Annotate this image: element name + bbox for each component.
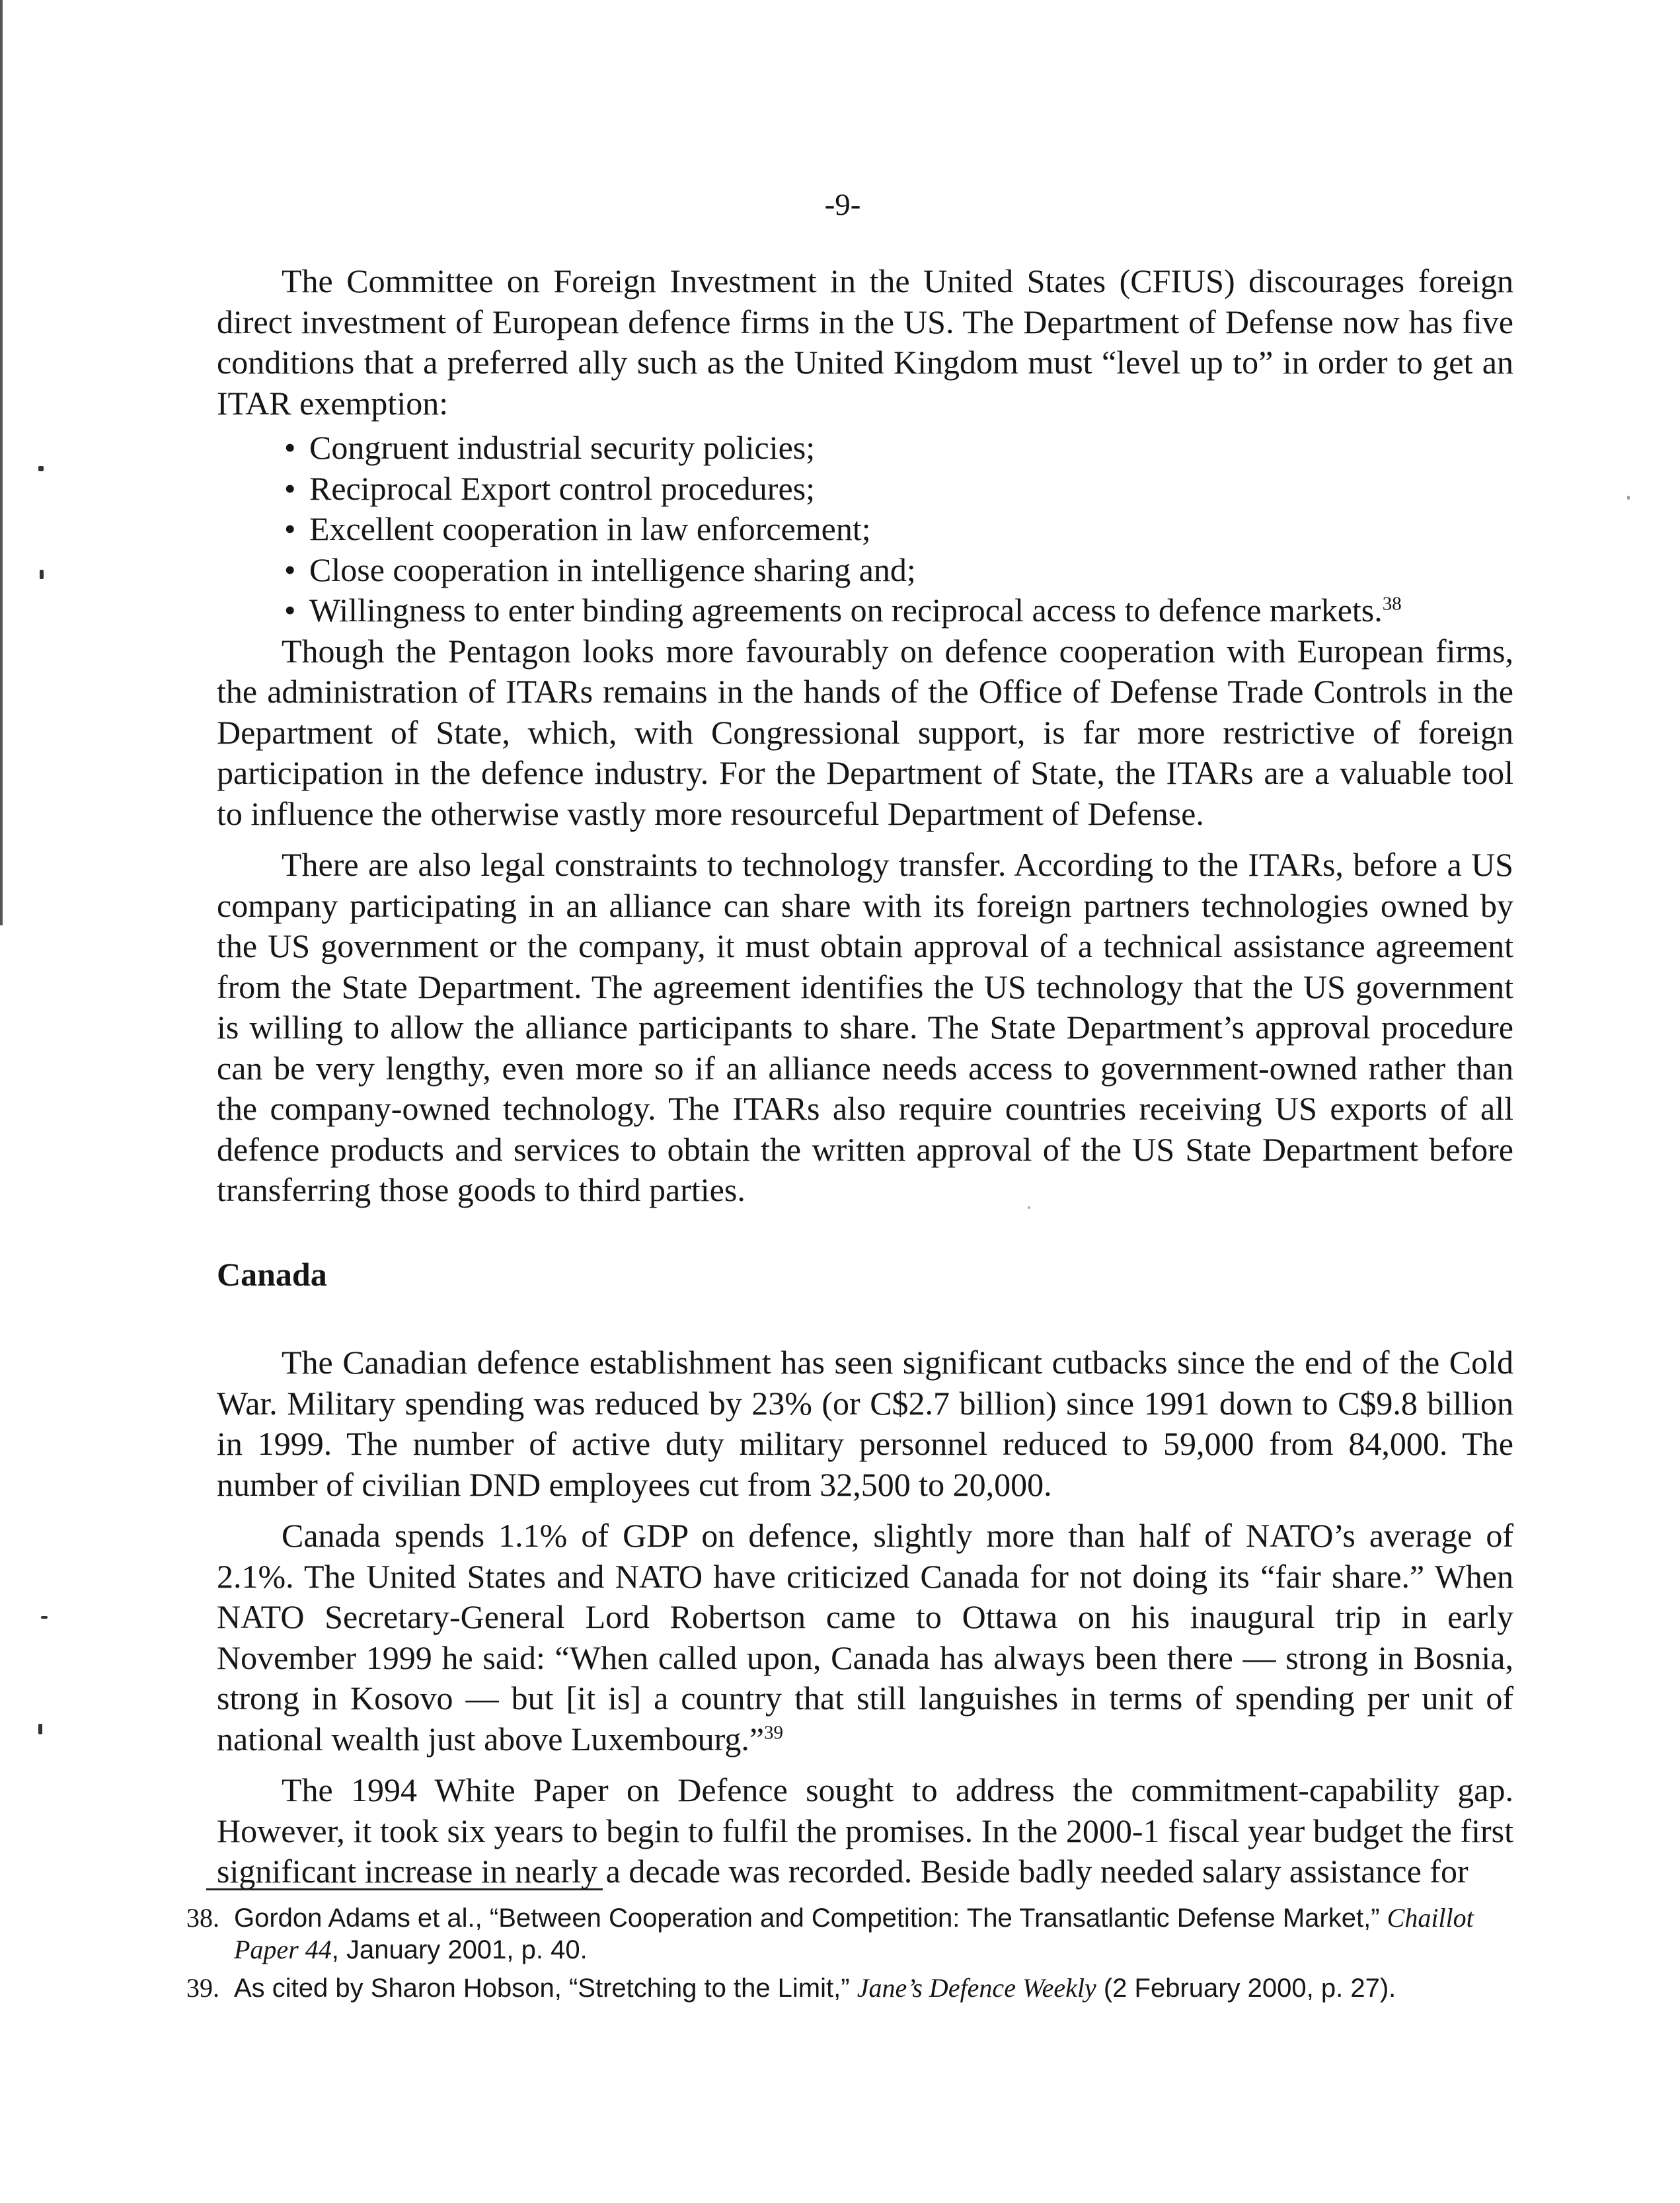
scan-speck <box>40 570 44 579</box>
list-item <box>284 550 1513 591</box>
section-heading-canada: Canada <box>217 1255 327 1293</box>
footnote-ref-38[interactable]: 38 <box>1382 593 1402 615</box>
scan-speck <box>38 466 44 471</box>
list-item-text: Close cooperation in intelligence sharing and; <box>309 551 916 588</box>
bullet-icon: • <box>284 592 296 629</box>
paragraph-white-paper: The 1994 White Paper on Defence sought to address the commitment-capability gap. However, it took six years to begin to fulfil the promises. In the 2000-1 fiscal year budget the first significant increase in nearly a decade was recorded. Beside badly needed salary assistance for <box>217 1771 1513 1890</box>
list-item <box>284 428 1513 469</box>
footnote-text: Gordon Adams et al., “Between Cooperation and Competition: The Transatlantic Defense Market,” Chaillot Paper 44, January 2001, p. 40. <box>234 1903 1474 1964</box>
list-item <box>284 469 1513 510</box>
scan-speck <box>1627 496 1630 500</box>
footnote-ref-39[interactable]: 39 <box>764 1721 784 1743</box>
footnote-38 <box>186 1902 1515 1966</box>
list-item-text: Excellent cooperation in law enforcement; <box>309 510 871 547</box>
paragraph-text: Canada spends 1.1% of GDP on defence, slightly more than half of NATO’s average of 2.1%. The United States and NATO have criticized Canada for not doing its “fair share.” When NATO Secretary-General Lord Robertson came to Ottawa on his inaugural trip in early November 1999 he said: “When called upon, Canada has always been there — strong in Bosnia, strong in Kosovo — but [it is] a country that still languishes in terms of spending per unit of national wealth just above Luxembourg.” <box>217 1517 1513 1758</box>
paragraph-legal-constraints: There are also legal constraints to technology transfer. According to the ITARs, before a US company participating in an alliance can share with its foreign partners technologies owned by the US government or the company, it must obtain approval of a technical assistance agreement from the State Department. The agreement identifies the US technology that the US government is willing to allow the alliance participants to share. The State Department’s approval procedure can be very lengthy, even more so if an alliance needs access to government-owned rather than the company-owned technology. The ITARs also require countries receiving US exports of all defence products and services to obtain the written approval of the US State Department before transferring those goods to third parties. <box>217 846 1513 1208</box>
footnote-text: As cited by Sharon Hobson, “Stretching to the Limit,” Jane’s Defence Weekly (2 February 2000, p. 27). <box>234 1973 1396 2003</box>
paragraph-pentagon: Though the Pentagon looks more favourably on defence cooperation with European firms, the administration of ITARs remains in the hands of the Office of Defense Trade Controls in the Department of State, which, with Congressional support, is far more restrictive of foreign participation in the defence industry. For the Department of State, the ITARs are a valuable tool to influence the otherwise vastly more resourceful Department of Defense. <box>217 632 1513 832</box>
page-number: -9- <box>824 188 861 222</box>
list-item-text: Reciprocal Export control procedures; <box>309 469 815 507</box>
bullet-icon: • <box>284 510 296 547</box>
paragraph-cfius: The Committee on Foreign Investment in the United States (CFIUS) discourages foreign direct investment of European defence firms in the US. The Department of Defense now has five conditions that a preferred ally such as the United Kingdom must “level up to” in order to get an ITAR exemption: <box>217 262 1513 422</box>
scan-speck <box>1028 1206 1030 1209</box>
list-item-text: Congruent industrial security policies; <box>309 429 816 466</box>
paragraph-canada-gdp <box>217 1516 1513 1759</box>
footnote-number: 39. <box>186 1973 219 2003</box>
list-item-text: Willingness to enter binding agreements on reciprocal access to defence markets. <box>309 592 1383 629</box>
bullet-icon: • <box>284 469 296 507</box>
footnote-number: 38. <box>186 1903 219 1933</box>
scan-speck <box>41 1616 48 1619</box>
itar-conditions-list <box>217 428 1513 631</box>
list-item <box>284 590 1513 631</box>
footnotes <box>186 1902 1515 2011</box>
footnote-divider <box>206 1888 603 1890</box>
bullet-icon: • <box>284 429 296 466</box>
footnote-39 <box>186 1972 1515 2004</box>
body-text <box>217 261 1513 1892</box>
scan-edge-line <box>0 0 3 925</box>
paragraph-canada-cutbacks: The Canadian defence establishment has seen significant cutbacks since the end of the Cold War. Military spending was reduced by 23% (or C$2.7 billion) since 1991 down to C$9.8 billion in 1999. The number of active duty military personnel reduced to 59,000 from 84,000. The number of civilian DND employees cut from 32,500 to 20,000. <box>217 1344 1513 1503</box>
list-item <box>284 509 1513 550</box>
scan-speck <box>38 1724 42 1734</box>
bullet-icon: • <box>284 551 296 588</box>
